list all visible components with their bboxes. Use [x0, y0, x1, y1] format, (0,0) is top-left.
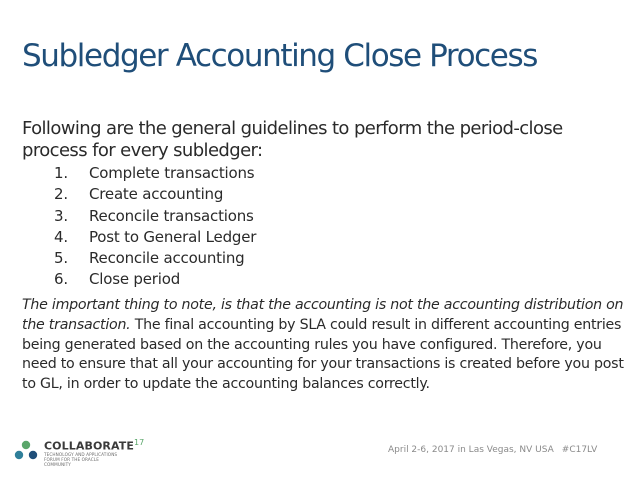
list-item [22, 163, 256, 184]
list-item [22, 248, 256, 269]
close-steps-list [22, 163, 256, 291]
list-item [22, 227, 256, 248]
step-number: 2. [54, 185, 68, 204]
note-body: The final accounting by SLA could result in different accounting entries being generated based on the accounting rules you have configured. Therefore, you need to ensure that all your accounting for your transactions is created before you post to GL, in order to update the accounting balances correctly. [22, 316, 624, 393]
list-item [22, 184, 256, 205]
logo-year: 17 [133, 438, 145, 447]
intro-text: Following are the general guidelines to perform the period-close process for every subledger: [22, 118, 563, 161]
step-label: Post to General Ledger [89, 227, 257, 246]
note-paragraph [22, 296, 626, 395]
step-number: 3. [54, 206, 68, 225]
collaborate-logo [14, 437, 144, 467]
step-label: Reconcile accounting [89, 249, 245, 268]
list-item [22, 206, 256, 227]
step-label: Complete transactions [89, 164, 255, 182]
collaborate-logo-icon [14, 440, 38, 464]
list-item [22, 269, 256, 290]
step-label: Create accounting [89, 185, 224, 204]
step-label: Close period [89, 270, 181, 289]
step-number: 1. [54, 164, 68, 182]
event-details: April 2-6, 2017 in Las Vegas, NV USA [388, 445, 554, 455]
step-label: Reconcile transactions [89, 206, 254, 225]
footer-event [388, 445, 597, 455]
event-hashtag: #C17LV [561, 445, 598, 455]
slide-title: Subledger Accounting Close Process [22, 38, 537, 74]
step-number: 6. [54, 270, 68, 289]
step-number: 5. [54, 249, 68, 268]
logo-wordmark: COLLABORATE$^{17}$ [44, 438, 145, 453]
step-number: 4. [54, 227, 68, 246]
logo-tagline: TECHNOLOGY AND APPLICATIONS FORUM FOR THE ORACLE COMMUNITY [44, 451, 118, 467]
note-emphasis: The important thing to note, is that the accounting is not the accounting distribution on the transaction. [22, 297, 624, 333]
